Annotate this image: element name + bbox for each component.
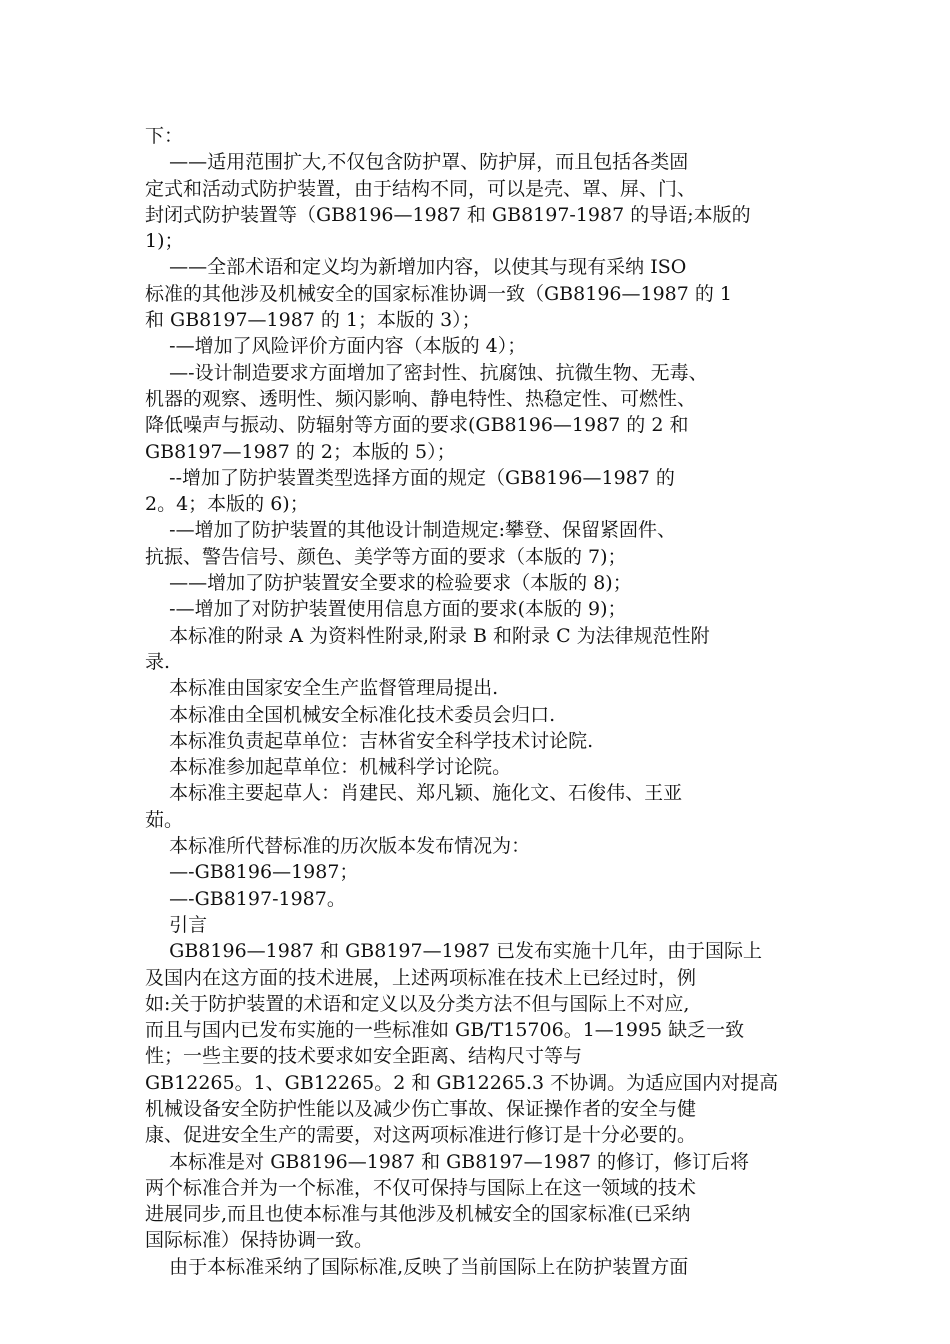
text-line: 机器的观察、透明性、频闪影响、静电特性、热稳定性、可燃性、 <box>145 387 697 410</box>
text-line: 和 GB8197—1987 的 1；本版的 3）； <box>145 309 481 332</box>
text-line: ——适用范围扩大,不仅包含防护罩、防护屏，而且包括各类固 <box>145 151 689 174</box>
text-line: --增加了防护装置类型选择方面的规定（GB8196—1987 的 <box>145 466 675 489</box>
text-line: 而且与国内已发布实施的一些标准如 GB/T15706。1—1995 缺乏一致 <box>145 1019 745 1042</box>
text-line: 性；一些主要的技术要求如安全距离、结构尺寸等与 <box>145 1045 583 1068</box>
text-line: 1)； <box>145 230 184 253</box>
text-line: 两个标准合并为一个标准，不仅可保持与国际上在这一领域的技术 <box>145 1176 697 1199</box>
text-line: 定式和活动式防护装置，由于结构不同，可以是壳、罩、屏、门、 <box>145 177 697 200</box>
text-line: 康、促进安全生产的需要，对这两项标准进行修订是十分必要的。 <box>145 1124 697 1147</box>
text-line: GB12265。1、GB12265。2 和 GB12265.3 不协调。为适应国内对提高 <box>145 1071 779 1094</box>
text-line: -—增加了防护装置的其他设计制造规定:攀登、保留紧固件、 <box>145 519 676 542</box>
text-line: 标准的其他涉及机械安全的国家标准协调一致（GB8196—1987 的 1 <box>145 282 733 305</box>
text-line: 2。4；本版的 6)； <box>145 493 309 516</box>
text-line: 茹。 <box>145 808 184 831</box>
text-line: -—增加了风险评价方面内容（本版的 4）； <box>145 335 527 358</box>
text-line: -—增加了对防护装置使用信息方面的要求(本版的 9)； <box>145 598 627 621</box>
text-line: 本标准所代替标准的历次版本发布情况为： <box>145 835 531 858</box>
text-line: ——增加了防护装置安全要求的检验要求（本版的 8)； <box>145 572 632 595</box>
text-line: 如:关于防护装置的术语和定义以及分类方法不但与国际上不对应, <box>145 992 690 1015</box>
text-line: 本标准负责起草单位：吉林省安全科学技术讨论院. <box>145 729 594 752</box>
text-line: 本标准是对 GB8196—1987 和 GB8197—1987 的修订，修订后将 <box>145 1150 750 1173</box>
text-line: 降低噪声与振动、防辐射等方面的要求(GB8196—1987 的 2 和 <box>145 414 689 437</box>
text-line: 本标准参加起草单位：机械科学讨论院。 <box>145 756 512 779</box>
text-line: 本标准由国家安全生产监督管理局提出. <box>145 677 499 700</box>
text-line: 本标准的附录 A 为资料性附录,附录 B 和附录 C 为法律规范性附 <box>145 624 710 647</box>
text-line: 抗振、警告信号、颜色、美学等方面的要求（本版的 7)； <box>145 545 627 568</box>
text-line: 机械设备安全防护性能以及减少伤亡事故、保证操作者的安全与健 <box>145 1097 697 1120</box>
text-line: 国际标准）保持协调一致。 <box>145 1229 374 1252</box>
text-line: GB8197—1987 的 2；本版的 5）； <box>145 440 456 463</box>
text-line: 录. <box>145 650 171 673</box>
text-line: 引言 <box>145 913 208 936</box>
text-line: 进展同步,而且也使本标准与其他涉及机械安全的国家标准(已采纳 <box>145 1203 691 1226</box>
text-line: —-GB8197-1987。 <box>145 887 346 910</box>
text-line: —-GB8196—1987； <box>145 861 359 884</box>
text-line: GB8196—1987 和 GB8197—1987 已发布实施十几年，由于国际上 <box>145 940 762 963</box>
text-line: 由于本标准采纳了国际标准,反映了当前国际上在防护装置方面 <box>145 1255 689 1278</box>
text-line: 本标准由全国机械安全标准化技术委员会归口. <box>145 703 556 726</box>
text-line: 下： <box>145 125 184 147</box>
text-line: 封闭式防护装置等（GB8196—1987 和 GB8197-1987 的导语;本版的 <box>145 203 751 226</box>
document-body <box>145 123 815 1280</box>
text-line: 本标准主要起草人：肖建民、郑凡颖、施化文、石俊伟、王亚 <box>145 782 683 805</box>
text-line: —-设计制造要求方面增加了密封性、抗腐蚀、抗微生物、无毒、 <box>145 361 708 384</box>
text-line: ——全部术语和定义均为新增加内容，以使其与现有采纳 ISO <box>145 256 687 279</box>
text-line: 及国内在这方面的技术进展，上述两项标准在技术上已经过时，例 <box>145 966 697 989</box>
